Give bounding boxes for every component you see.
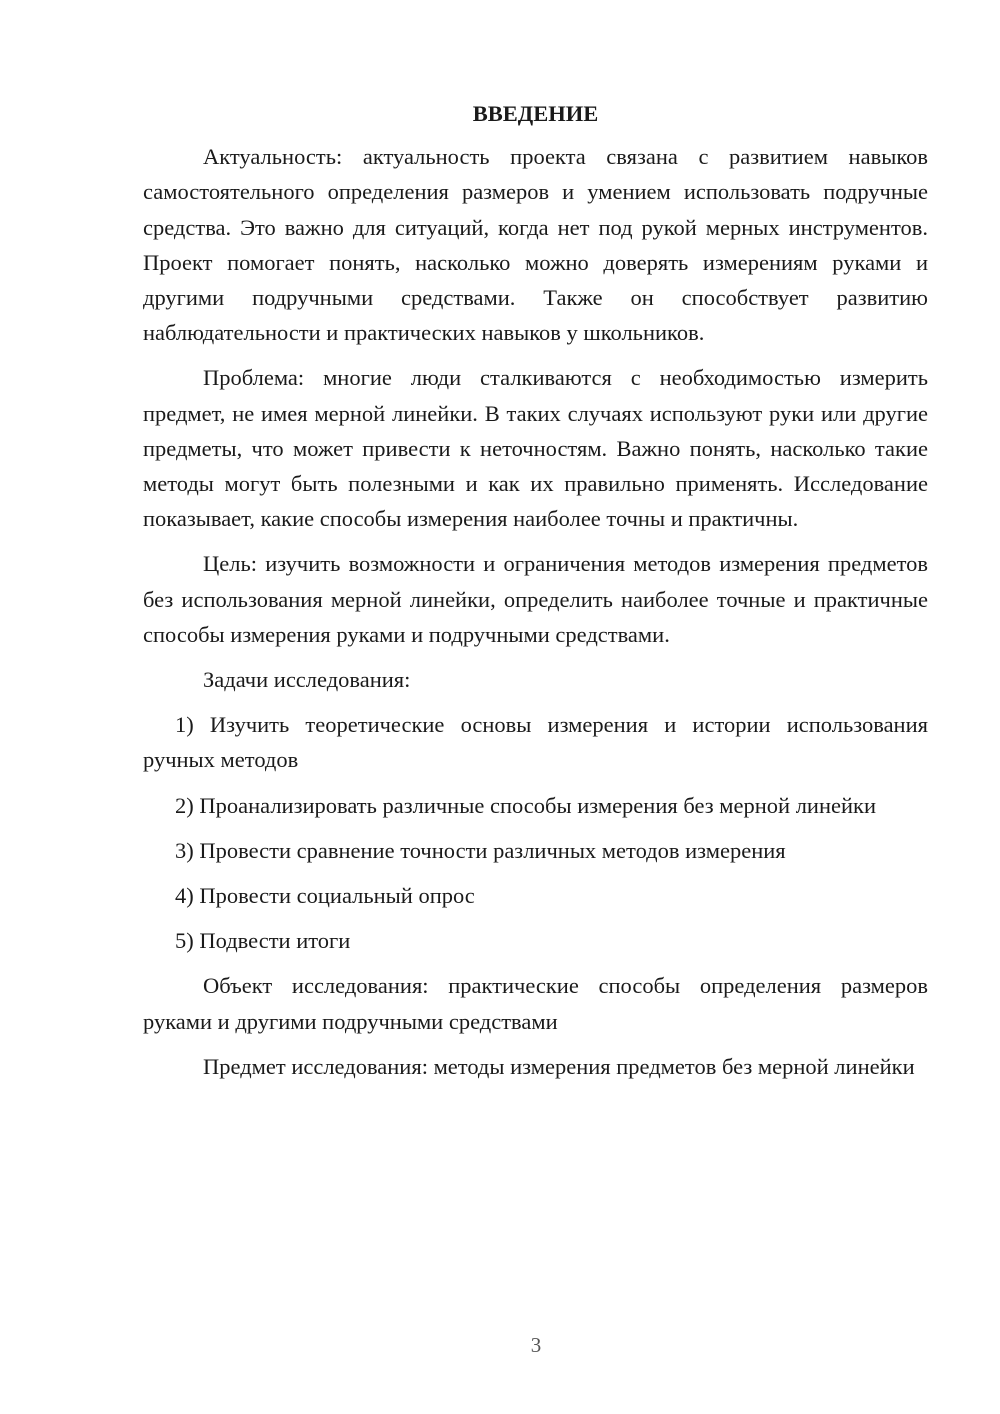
task-item-2: 2) Проанализировать различные способы измерения без мерной линейки bbox=[175, 792, 877, 818]
page-number: 3 bbox=[530, 1333, 542, 1357]
task-item-4: 4) Провести социальный опрос bbox=[175, 883, 475, 909]
task-item-1: 1) Изучить теоретические основы измерения и истории использования ручных методов bbox=[143, 712, 928, 773]
paragraph-problem: Проблема: многие люди сталкиваются с необходимостью измерить предмет, не имея мерной линейки. В таких случаях используют руки или другие предметы, что может привести к неточностям. Важно понять, насколько такие методы могут быть полезными и как их правильно применять. Исследование показывает, какие способы измерения наиболее точны и практичны. bbox=[143, 365, 928, 532]
page-content bbox=[143, 96, 928, 1094]
paragraph-goal: Цель: изучить возможности и ограничения методов измерения предметов без использования мерной линейки, определить наиболее точные и практичные способы измерения руками и подручными средствами. bbox=[143, 551, 928, 647]
tasks-heading: Задачи исследования: bbox=[203, 667, 411, 693]
paragraph-relevance: Актуальность: актуальность проекта связана с развитием навыков самостоятельного определения размеров и умением использовать подручные средства. Это важно для ситуаций, когда нет под рукой мерных инструментов. Проект помогает понять, насколько можно доверять измерениям руками и другими подручными средствами. Также он способствует развитию наблюдательности и практических навыков у школьников. bbox=[143, 144, 928, 346]
task-item-5: 5) Подвести итоги bbox=[175, 928, 351, 954]
paragraph-object: Объект исследования: практические способы определения размеров руками и другими подручными средствами bbox=[143, 973, 928, 1034]
section-title: ВВЕДЕНИЕ bbox=[472, 101, 599, 126]
paragraph-subject: Предмет исследования: методы измерения предметов без мерной линейки bbox=[203, 1053, 915, 1079]
task-item-3: 3) Провести сравнение точности различных методов измерения bbox=[175, 837, 786, 863]
